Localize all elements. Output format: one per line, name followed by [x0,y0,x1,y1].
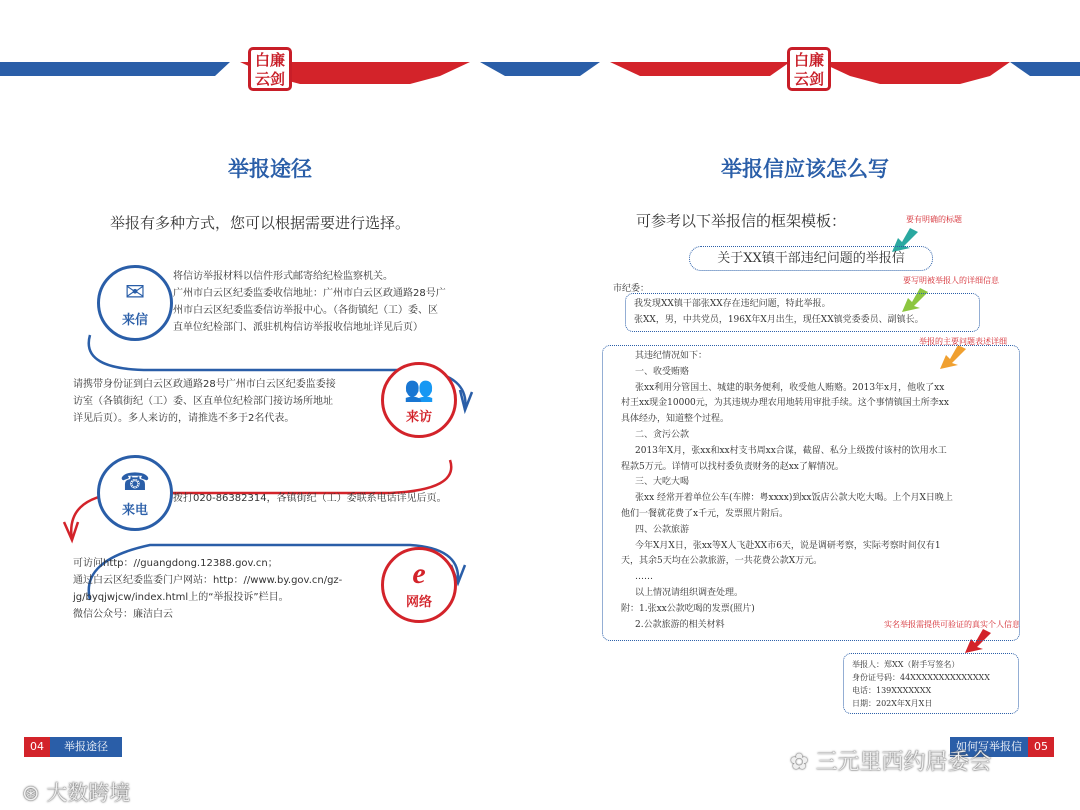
method-online-circle: e 网络 [381,547,457,623]
annotation-title: 要有明确的标题 [906,215,962,224]
browser-e-icon: e [412,557,426,590]
method-online-desc: 可访问http：//guangdong.12388.gov.cn； 通过白云区纪委监委门户网站：http：//www.by.gov.cn/gz- jg/byqjwjcw/index.html上的“举报投诉”栏目。 微信公众号：廉洁白云 [73,558,343,620]
page-title-right: 举报信应该怎么写 [721,157,889,181]
watermark-left: ⊛ 大数跨境 [22,781,131,805]
wechat-icon: ✿ [790,750,809,775]
watermark-logo-icon: ⊛ [22,781,40,805]
telephone-icon: ☎ [120,468,150,496]
page-tab-right: 如何写举报信 05 [950,737,1054,757]
annotation-body: 举报的主要问题表述详细 [919,337,1007,346]
letter-title-box [689,246,933,271]
page-subtitle-left: 举报有多种方式，您可以根据需要进行选择。 [110,214,411,232]
letter-body-box: 其违纪情况如下： 一、收受贿赂 张xx利用分管国土、城建的职务便利，收受他人贿赂。2013年x月，他收了xx 村王xx现金10000元，为其违规办理农用地转用审批手续。这个事情镇国土所李xx 具体经办，知道整个过程。 二、贪污公款 2013年X月，张xx和xx村支书周xx合谋，截留、私分上级拨付该村的饮用水工 程款5万元。详情可以找村委负责财务的赵xx了解情况。 三、大吃大喝 张xx 经常开着单位公车(车牌：粤xxxx)到xx饭店公款大吃大喝。上个月X日晚上 他们一餐就花费了x千元，发票照片附后。 四、公款旅游 今年X月X日，张xx等X人飞赴XX市6天，说是调研考察，实际考察时间仅有1 天，其余5天均在公款旅游，一共花费公款X万元。 …… 以上情况请组织调查处理。 附：1.张xx公款吃喝的发票(照片) 2.公款旅游的相关材料 [602,345,1020,641]
annotation-signature: 实名举报需提供可验证的真实个人信息 [884,620,1020,629]
method-phone-desc: 拨打020-86382314，各镇街纪（工）委联系电话详见后页。 [173,493,447,504]
envelope-icon: ✉ [124,278,146,306]
people-icon: 👥 [404,375,434,403]
method-letter-desc: 将信访举报材料以信件形式邮寄给纪检监察机关。 广州市白云区纪委监委收信地址：广州市白云区政通路28号广 州市白云区纪委监委信访举报中心。（各街镇纪（工）委、区 直单位纪检部门、派驻机构信访举报收信地址详见后页） [173,271,446,333]
letter-signature-box: 举报人：郑XX（附手写签名） 身份证号码：44XXXXXXXXXXXXXX 电话：139XXXXXXX 日期：202X年X月X日 [843,653,1019,714]
seal-logo-right: 白廉 云剑 [787,47,831,91]
method-phone-circle: ☎ 来电 [97,455,173,531]
header-stripes [0,0,1080,110]
page-tab-left: 04 举报途径 [24,737,122,757]
annotation-info: 要写明被举报人的详细信息 [903,276,999,285]
letter-title: 关于XX镇干部违纪问题的举报信 [717,251,905,266]
letter-salutation: 市纪委： [613,284,650,294]
method-letter-circle: ✉ 来信 [97,265,173,341]
method-visit-desc: 请携带身份证到白云区政通路28号广州市白云区纪委监委接 访室（各镇街纪（工）委、区直单位纪检部门接访场所地址 详见后页）。多人来访的，请推选不多于2名代表。 [73,379,336,424]
page-subtitle-right: 可参考以下举报信的框架模板： [636,212,847,230]
watermark-right: ✿ 三元里西约居委会 [790,750,992,775]
letter-info-box: 我发现XX镇干部张XX存在违纪问题，特此举报。 张XX，男，中共党员，196X年X月出生，现任XX镇党委委员、副镇长。 [625,293,980,332]
method-visit-circle: 👥 来访 [381,362,457,438]
seal-logo-left: 白廉 云剑 [248,47,292,91]
page-title-left: 举报途径 [228,157,312,181]
